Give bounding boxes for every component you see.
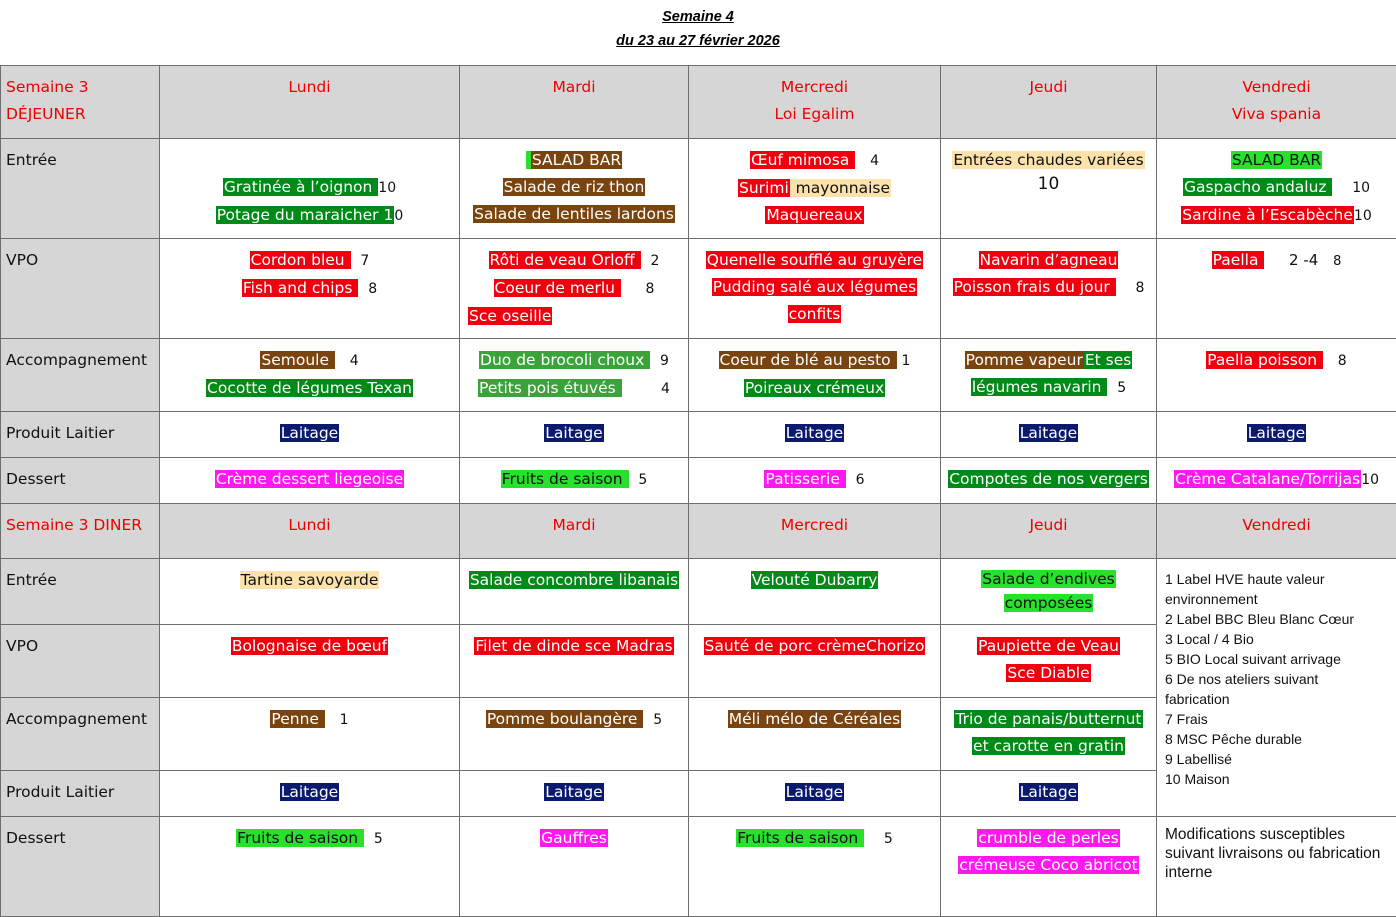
dish-cell <box>160 817 460 917</box>
row-label-dessert: Dessert <box>1 817 160 917</box>
dish-cell <box>460 771 689 817</box>
dish: Cordon bleu <box>250 251 351 269</box>
label-code: 10 <box>378 180 396 196</box>
dish: Gauffres <box>540 829 608 847</box>
dish-cell <box>941 698 1157 771</box>
label-code: 5 <box>638 472 647 488</box>
label-code: 10 <box>1352 180 1370 196</box>
dish-cell <box>941 139 1157 239</box>
label-code: 0 <box>394 208 403 224</box>
dish-cell <box>160 339 460 412</box>
label-code: 5 <box>1117 380 1126 396</box>
dish: Méli mélo de Céréales <box>728 710 901 728</box>
day-header-jeudi <box>941 66 1157 139</box>
dish: SALAD BAR <box>526 151 622 169</box>
dish: Crème Catalane/Torrijas <box>1174 470 1361 488</box>
dish: Cocotte de légumes Texan <box>206 379 413 397</box>
label-code: 5 <box>374 831 383 847</box>
dish-cell <box>941 239 1157 339</box>
label-code: 7 <box>360 253 369 269</box>
dish: Fruits de saison <box>501 470 629 488</box>
legend-item: 1 Label HVE haute valeur <box>1165 569 1390 589</box>
dish-cell <box>460 817 689 917</box>
dish-cell <box>1157 412 1396 458</box>
dish-cell <box>941 458 1157 504</box>
day-header-mardi: Mardi <box>460 504 689 559</box>
day-name: Mercredi <box>689 74 940 101</box>
day-theme: Viva spania <box>1157 101 1396 128</box>
dish-cell <box>941 339 1157 412</box>
dish-cell <box>689 412 941 458</box>
dish-cell <box>460 239 689 339</box>
dish-cell <box>1157 339 1396 412</box>
label-code: 10 <box>1038 174 1060 194</box>
dinner-header-row <box>1 504 1396 559</box>
dish: Fruits de saison <box>236 829 364 847</box>
dish: Trio de panais/butternut <box>954 710 1142 728</box>
day-header-mardi <box>460 66 689 139</box>
dish-cell <box>941 625 1157 698</box>
label-code: 8 <box>1333 254 1341 269</box>
dish: Sce Diable <box>1006 664 1090 682</box>
dish: Sardine à l’Escabèche <box>1181 206 1354 224</box>
label-code: 8 <box>368 281 377 297</box>
dish-cell <box>689 139 941 239</box>
legend <box>1157 559 1396 789</box>
legend-item: 10 Maison <box>1165 769 1390 789</box>
label-code: 10 <box>1361 472 1379 488</box>
legend-item: 6 De nos ateliers suivant <box>1165 669 1390 689</box>
dish: Pomme vapeur <box>965 351 1084 369</box>
label-code: 9 <box>660 353 669 369</box>
lunch-header-row <box>1 66 1396 139</box>
legend-item: 5 BIO Local suivant arrivage <box>1165 649 1390 669</box>
dish-cell <box>689 339 941 412</box>
dish-cell <box>460 698 689 771</box>
dish: Patisserie <box>764 470 845 488</box>
dish: crumble de perles <box>977 829 1119 847</box>
row-label-entree: Entrée <box>1 139 160 239</box>
dish: Gratinée à l’oignon <box>223 178 378 196</box>
dish: Laitage <box>544 424 603 442</box>
dish: Salade d’endives <box>981 570 1116 588</box>
dish: crémeuse Coco abricot <box>958 856 1138 874</box>
dish-cell <box>160 139 460 239</box>
dish-cell <box>689 239 941 339</box>
legend-item: fabrication <box>1165 689 1390 709</box>
dish-cell <box>160 625 460 698</box>
dish: Laitage <box>280 424 339 442</box>
dish: Rôti de veau Orloff <box>489 251 641 269</box>
dish: légumes navarin <box>971 378 1108 396</box>
dish-cell <box>460 339 689 412</box>
dish: Salade de riz thon <box>503 178 646 196</box>
dish-cell <box>689 458 941 504</box>
dish: Poireaux crémeux <box>744 379 885 397</box>
day-header-jeudi: Jeudi <box>941 504 1157 559</box>
dish: SALAD BAR <box>1231 151 1322 169</box>
dish-cell <box>1157 458 1396 504</box>
dinner-entree-row <box>1 559 1396 625</box>
label-code: 8 <box>646 281 655 297</box>
dish: Laitage <box>785 783 844 801</box>
lunch-laitier-row <box>1 412 1396 458</box>
dish: Filet de dinde sce Madras <box>474 637 673 655</box>
label-code: 8 <box>1135 280 1144 296</box>
legend-item: 3 Local / 4 Bio <box>1165 629 1390 649</box>
dish-cell <box>689 698 941 771</box>
dish-cell <box>689 559 941 625</box>
meal-label: DÉJEUNER <box>6 101 159 128</box>
dish: Laitage <box>280 783 339 801</box>
legend-cell <box>1157 559 1396 817</box>
note-cell <box>1157 817 1396 917</box>
dish-cell <box>941 412 1157 458</box>
dish-cell <box>689 625 941 698</box>
lunch-dessert-row <box>1 458 1396 504</box>
dish-cell <box>160 698 460 771</box>
day-name: Vendredi <box>1157 74 1396 101</box>
dish: Et ses <box>1084 351 1133 369</box>
lunch-vpo-row <box>1 239 1396 339</box>
dish-cell <box>160 771 460 817</box>
dish: Tartine savoyarde <box>240 571 380 589</box>
page-subtitle: du 23 au 27 février 2026 <box>0 33 1396 49</box>
dish: Laitage <box>1019 783 1078 801</box>
dish: Coeur de merlu <box>494 279 621 297</box>
dish: Paella poisson <box>1206 351 1323 369</box>
label-code: 10 <box>1354 208 1372 224</box>
dish: Fruits de saison <box>736 829 864 847</box>
dish: Laitage <box>544 783 603 801</box>
dish: Quenelle soufflé au gruyère <box>706 251 923 269</box>
dish: Penne <box>270 710 324 728</box>
label-code: 2 -4 <box>1289 251 1318 269</box>
dish-cell <box>460 625 689 698</box>
legend-item: 9 Labellisé <box>1165 749 1390 769</box>
dish: Duo de brocoli choux <box>479 351 650 369</box>
day-header-vendredi <box>1157 66 1396 139</box>
dinner-label: Semaine 3 DINER <box>1 504 160 559</box>
day-header-mercredi: Mercredi <box>689 504 941 559</box>
dish: Salade concombre libanais <box>469 571 679 589</box>
legend-item: 8 MSC Pêche durable <box>1165 729 1390 749</box>
dish: Paupiette de Veau <box>977 637 1120 655</box>
dish-cell <box>460 139 689 239</box>
label-code: 4 <box>661 381 670 397</box>
dish: Surimi <box>738 179 790 197</box>
label-code: 4 <box>870 153 879 169</box>
dish: Navarin d’agneau <box>979 251 1119 269</box>
dish: Velouté Dubarry <box>751 571 879 589</box>
dish: Laitage <box>785 424 844 442</box>
row-label-vpo: VPO <box>1 625 160 698</box>
day-name: Mardi <box>460 74 688 101</box>
day-name: Jeudi <box>941 74 1156 101</box>
label-code: 1 <box>902 353 911 369</box>
dish-cell <box>689 817 941 917</box>
dish: Petits pois étuvés <box>478 379 622 397</box>
day-header-mercredi <box>689 66 941 139</box>
legend-item: environnement <box>1165 589 1390 609</box>
lunch-label <box>1 66 160 139</box>
dish: Entrées chaudes variées <box>952 151 1144 169</box>
dish: mayonnaise <box>790 179 891 197</box>
dish: Sce oseille <box>468 307 552 325</box>
dish: Sauté de porc crèmeChorizo <box>704 637 926 655</box>
dish: Laitage <box>1019 424 1078 442</box>
dish: Coeur de blé au pesto <box>719 351 897 369</box>
dish-cell <box>460 412 689 458</box>
dish-cell <box>941 771 1157 817</box>
dish: Bolognaise de bœuf <box>231 637 388 655</box>
day-theme: Loi Egalim <box>689 101 940 128</box>
dish: Œuf mimosa <box>750 151 855 169</box>
legend-item: 7 Frais <box>1165 709 1390 729</box>
note: Modifications susceptibles suivant livraisons ou fabrication interne <box>1157 817 1396 882</box>
dish: Poisson frais du jour <box>953 278 1116 296</box>
dish: Potage du maraicher 1 <box>216 206 395 224</box>
menu-table <box>0 65 1396 917</box>
dish: Paella <box>1212 251 1265 269</box>
row-label-entree: Entrée <box>1 559 160 625</box>
dish-cell <box>460 559 689 625</box>
row-label-accompagnement: Accompagnement <box>1 698 160 771</box>
dish-cell <box>160 412 460 458</box>
dish-cell <box>1157 139 1396 239</box>
row-label-vpo: VPO <box>1 239 160 339</box>
dish: et carotte en gratin <box>972 737 1125 755</box>
dinner-dessert-row <box>1 817 1396 917</box>
legend-item: 2 Label BBC Bleu Blanc Cœur <box>1165 609 1390 629</box>
label-code: 5 <box>884 831 893 847</box>
dish: Salade de lentiles lardons <box>473 205 675 223</box>
day-header-lundi: Lundi <box>160 504 460 559</box>
dish: Gaspacho andaluz <box>1183 178 1333 196</box>
dish: composées <box>1004 594 1094 612</box>
dish-cell <box>941 559 1157 625</box>
label-code: 5 <box>653 712 662 728</box>
day-header-lundi <box>160 66 460 139</box>
dish: Compotes de nos vergers <box>948 470 1149 488</box>
day-header-vendredi: Vendredi <box>1157 504 1396 559</box>
lunch-accompagnement-row <box>1 339 1396 412</box>
dish: Semoule <box>260 351 335 369</box>
dish: confits <box>788 305 842 323</box>
dish: Crème dessert liegeoise <box>215 470 404 488</box>
dish-cell <box>160 559 460 625</box>
dish: Pudding salé aux légumes <box>712 278 917 296</box>
row-label-produit-laitier: Produit Laitier <box>1 412 160 458</box>
label-code: 4 <box>350 353 359 369</box>
row-label-dessert: Dessert <box>1 458 160 504</box>
day-name: Lundi <box>160 74 459 101</box>
lunch-entree-row <box>1 139 1396 239</box>
dish-cell <box>941 817 1157 917</box>
label-code: 2 <box>651 253 660 269</box>
dish: Pomme boulangère <box>486 710 644 728</box>
dish-cell <box>689 771 941 817</box>
label-code: 6 <box>856 472 865 488</box>
label-code: 1 <box>340 712 349 728</box>
row-label-produit-laitier: Produit Laitier <box>1 771 160 817</box>
row-label-accompagnement: Accompagnement <box>1 339 160 412</box>
dish: Maquereaux <box>765 206 863 224</box>
dish-cell <box>1157 239 1396 339</box>
dish-cell <box>160 239 460 339</box>
dish-cell <box>160 458 460 504</box>
page-title: Semaine 4 <box>0 9 1396 25</box>
dish-cell <box>460 458 689 504</box>
week-label: Semaine 3 <box>6 74 159 101</box>
label-code: 8 <box>1338 353 1347 369</box>
dish: Laitage <box>1247 424 1306 442</box>
dish: Fish and chips <box>242 279 359 297</box>
